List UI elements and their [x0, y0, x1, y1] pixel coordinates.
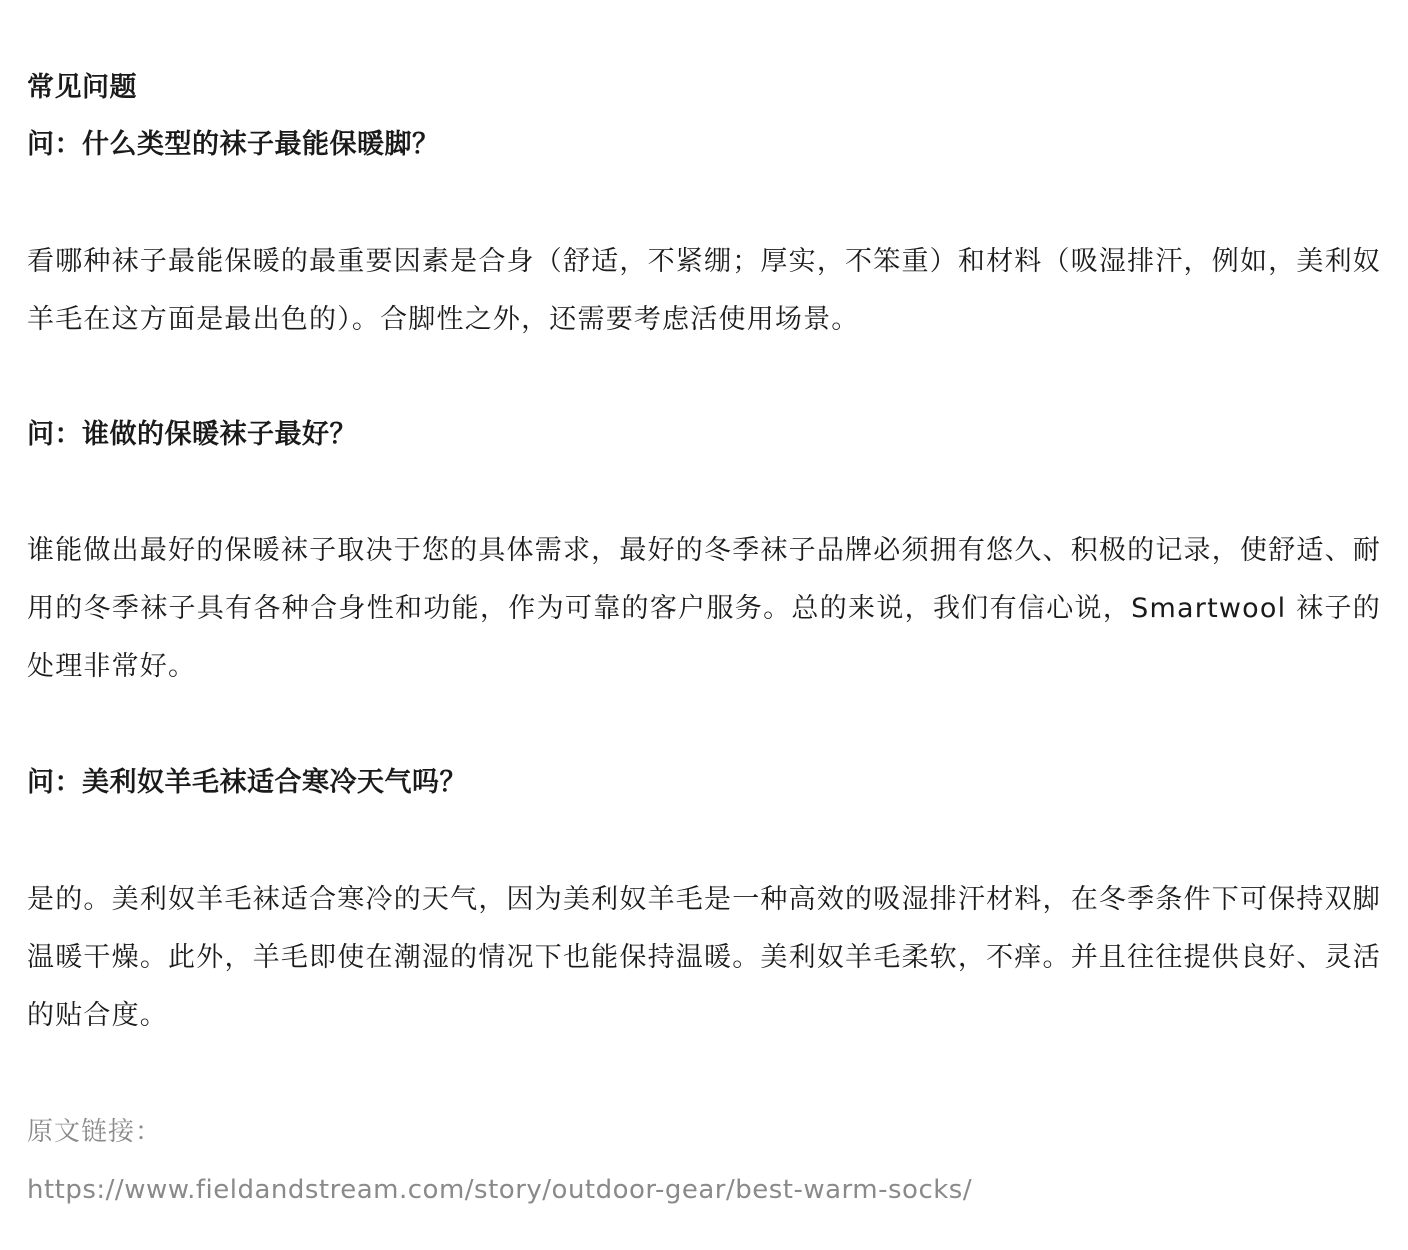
faq-answer-3: 是的。美利奴羊毛袜适合寒冷的天气，因为美利奴羊毛是一种高效的吸湿排汗材料，在冬季条件下可保持双脚温暖干燥。此外，羊毛即使在潮湿的情况下也能保持温暖。美利奴羊毛柔软，不痒。并且往往提供良好、灵活的贴合度。 [27, 884, 1381, 1031]
faq-answer-2: 谁能做出最好的保暖袜子取决于您的具体需求，最好的冬季袜子品牌必须拥有悠久、积极的记录，使舒适、耐用的冬季袜子具有各种合身性和功能，作为可靠的客户服务。总的来说，我们有信心说，Smartwool 袜子的处理非常好。 [27, 535, 1381, 682]
source-link[interactable]: https://www.fieldandstream.com/story/outdoor-gear/best-warm-socks/ [27, 1175, 973, 1205]
faq-question-2: 问：谁做的保暖袜子最好？ [27, 419, 357, 450]
faq-question-1: 问：什么类型的袜子最能保暖脚？ [27, 129, 440, 160]
faq-question-3: 问：美利奴羊毛袜适合寒冷天气吗？ [27, 767, 467, 798]
faq-answer-1: 看哪种袜子最能保暖的最重要因素是合身（舒适，不紧绷；厚实，不笨重）和材料（吸湿排汗，例如，美利奴羊毛在这方面是最出色的）。合脚性之外，还需要考虑活使用场景。 [27, 246, 1381, 335]
section-title: 常见问题 [27, 72, 137, 103]
source-label: 原文链接： [27, 1117, 163, 1147]
